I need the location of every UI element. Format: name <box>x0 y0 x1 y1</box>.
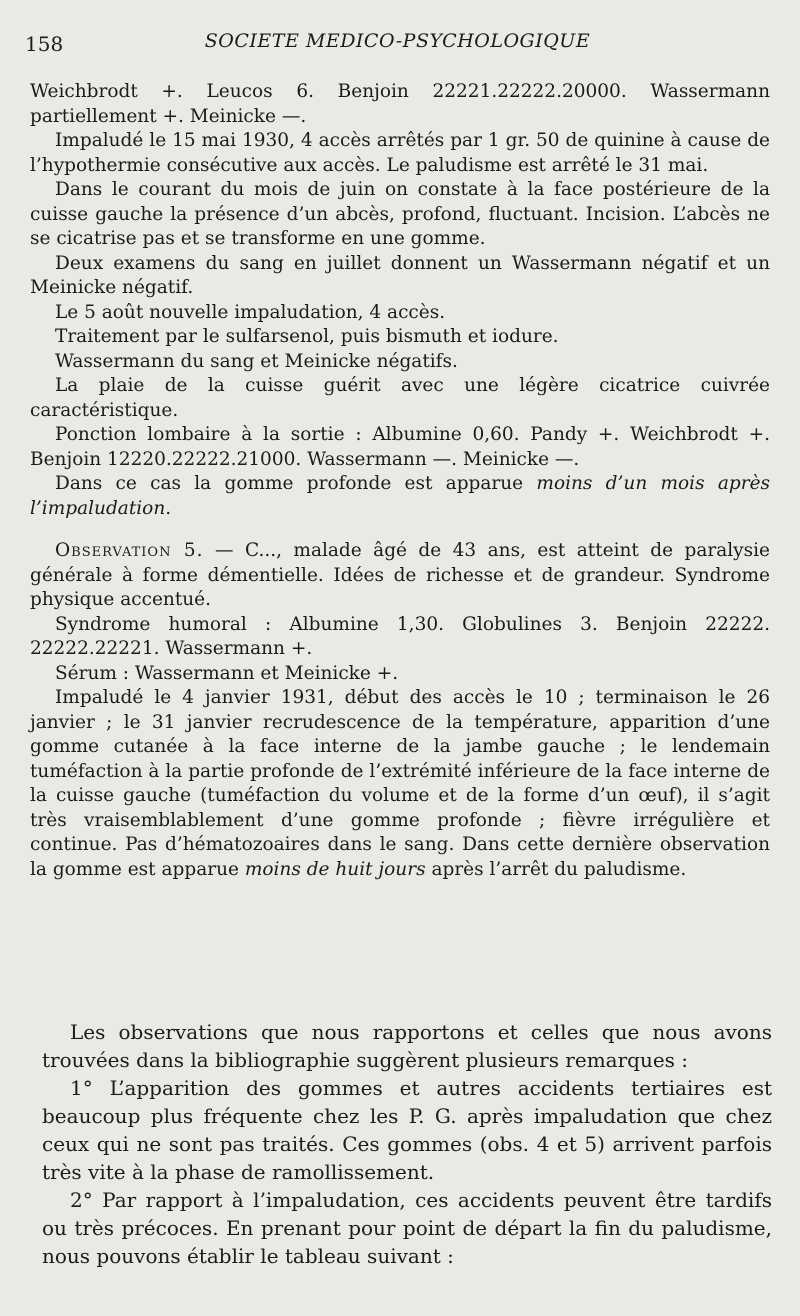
text-run: Impaludé le 4 janvier 1931, début des accès le 10 ; terminaison le 26 janvier ; le 31 janvier recrudescence de la température, apparition d’une gomme cutanée à la face interne de la jambe gauche ; le lendemain tuméfaction à la partie profonde de l’extrémité inférieure de la face interne de la cuisse gauche (tuméfaction du volume et de la forme d’un œuf), il s’agit très vraisemblablement d’une gomme profonde ; fièvre irrégulière et continue. Pas d’hématozoaires dans le sang. Dans cette dernière observation la gomme est apparue <box>30 687 770 880</box>
obs4-paragraph: Weichbrodt +. Leucos 6. Benjoin 22221.22222.20000. Wassermann partiellement +. Meinicke —. <box>30 81 770 127</box>
text-run: — C..., malade âgé de 43 ans, est atteint de paralysie générale à forme démentielle. Idées de richesse et de grandeur. Syndrome physique accentué. <box>30 540 770 610</box>
remarks-section <box>42 1018 772 1270</box>
obs4-conclusion-paragraph <box>30 472 770 521</box>
obs5-heading-paragraph <box>30 539 770 613</box>
page-header <box>25 28 770 58</box>
obs4-paragraph: Dans le courant du mois de juin on constate à la face postérieure de la cuisse gauche la présence d’un abcès, profond, fluctuant. Incision. L’abcès ne se cicatrise pas et se transforme en une gomme. <box>30 179 770 249</box>
obs4-paragraph: Deux examens du sang en juillet donnent un Wassermann négatif et un Meinicke négatif. <box>30 252 770 298</box>
running-title: SOCIETE MEDICO-PSYCHOLOGIQUE <box>204 30 591 52</box>
obs4-paragraph: Traitement par le sulfarsenol, puis bismuth et iodure. <box>55 326 559 347</box>
obs4-paragraph: Le 5 août nouvelle impaludation, 4 accès. <box>55 301 446 323</box>
section-gap <box>30 521 770 539</box>
obs5-paragraph: Syndrome humoral : Albumine 1,30. Globulines 3. Benjoin 22222. 22222.22221. Wassermann +. <box>30 613 770 659</box>
remarks-intro: Les observations que nous rapportons et celles que nous avons trouvées dans la bibliographie suggèrent plusieurs remarques : <box>42 1020 772 1072</box>
remark-1: 1° L’apparition des gommes et autres accidents tertiaires est beaucoup plus fréquente chez les P. G. après impaludation que chez ceux qui ne sont pas traités. Ces gommes (obs. 4 et 5) arrivent parfois très vite à la phase de ramollissement. <box>42 1076 772 1184</box>
obs4-paragraph: Impaludé le 15 mai 1930, 4 accès arrêtés par 1 gr. 50 de quinine à cause de l’hypothermie consécutive aux accès. Le paludisme est arrêté le 31 mai. <box>30 130 770 176</box>
remark-2: 2° Par rapport à l’impaludation, ces accidents peuvent être tardifs ou très précoces. En prenant pour point de départ la fin du paludisme, nous pouvons établir le tableau suivant : <box>42 1188 772 1268</box>
obs5-paragraph: Sérum : Wassermann et Meinicke +. <box>55 662 399 684</box>
text-run: après l’arrêt du paludisme. <box>425 858 687 880</box>
page-number: 158 <box>25 32 64 56</box>
emphasis: moins de huit jours <box>244 858 426 880</box>
obs4-paragraph: Wassermann du sang et Meinicke négatifs. <box>55 350 458 372</box>
text-run: Dans ce cas la gomme profonde est apparue <box>55 473 537 494</box>
obs4-paragraph: La plaie de la cuisse guérit avec une légère cicatrice cuivrée caractéristique. <box>30 375 770 421</box>
emphasis: moins d’un mois après l’impaludation <box>30 473 771 519</box>
observation-4-body <box>30 80 770 882</box>
obs5-paragraph <box>30 686 770 882</box>
text-run: . <box>165 497 172 519</box>
observation-label: Observation 5. <box>55 540 204 561</box>
obs4-paragraph: Ponction lombaire à la sortie : Albumine 0,60. Pandy +. Weichbrodt +. Benjoin 12220.22222.21000. Wassermann —. Meinicke —. <box>30 424 770 470</box>
